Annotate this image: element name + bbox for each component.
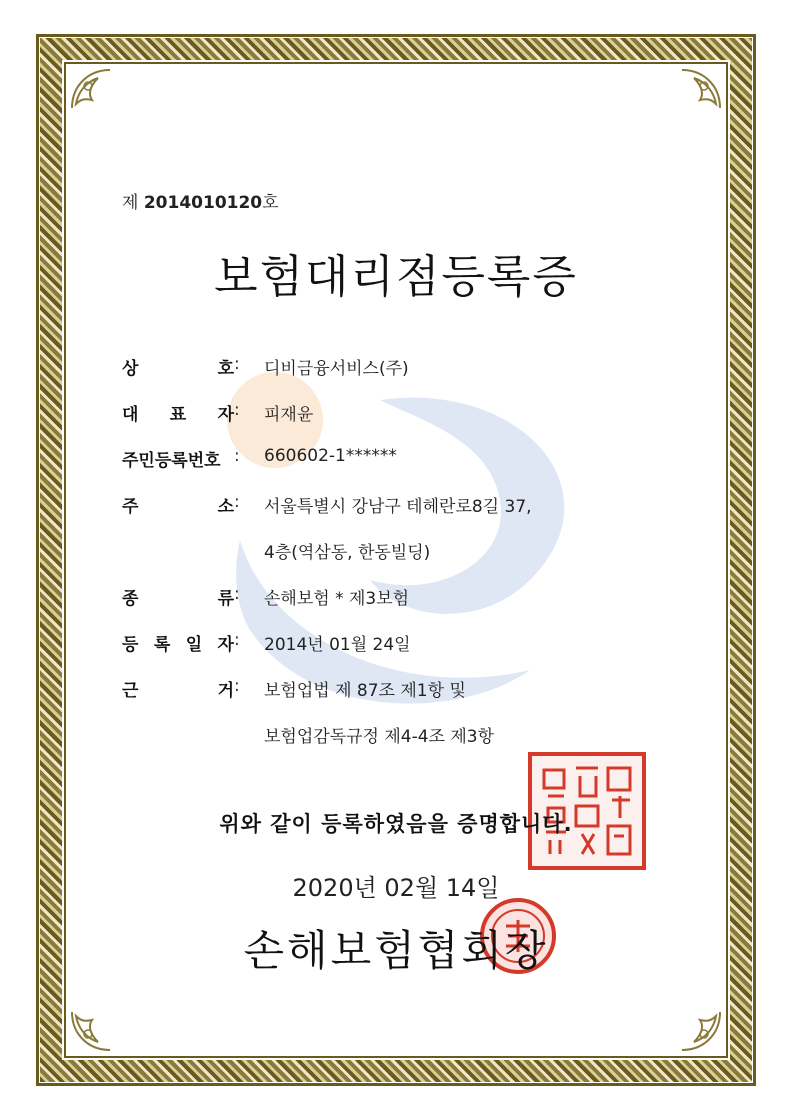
field-label: 근 거: [122, 681, 234, 701]
field-label: 주 소: [122, 497, 234, 517]
address-line1: 서울특별시 강남구 테헤란로8길 37,: [264, 497, 532, 517]
issue-date: 2020년 02월 14일: [292, 874, 500, 902]
corner-flourish-icon: [68, 66, 114, 112]
certificate-page: 제 2014010120호 보험대리점등록증 상 호 : 디비금융서비스(주) 대 표 자 : 피재윤 주민등록번호 : 660602-1****** 주 소 : 서울특별시 강남구 테헤란로8길 37, 4층(역삼동, 한동빌딩) 종 류 : 손해보험 * 제3보험 등 록 일 자 : 2014년 01월 24일 근 거 : 보험업법 제 87조 제1항 및 보험업감독규정 제4-4조 제3항 위와 같이 등록하였음을 증명합니다. 2020년 02월 14일 손해보험협회장: [0, 0, 792, 1118]
field-label: 등 록 일 자: [122, 635, 234, 655]
field-label: 주민등록번호: [122, 451, 221, 471]
address-line2: 4층(역삼동, 한동빌딩): [264, 543, 431, 563]
certificate-title: 보험대리점등록증: [214, 250, 578, 303]
certificate-number-prefix: 제: [122, 193, 139, 213]
insurance-type: 손해보험 * 제3보험: [264, 589, 410, 609]
field-label: 상 호: [122, 359, 234, 379]
representative-name: 피재윤: [264, 405, 314, 425]
company-name: 디비금융서비스(주): [264, 359, 409, 379]
field-label: 종 류: [122, 589, 234, 609]
legal-basis-line1: 보험업법 제 87조 제1항 및: [264, 681, 466, 701]
registration-date: 2014년 01월 24일: [264, 635, 411, 655]
issuer-title: 손해보험협회장: [243, 926, 549, 975]
legal-basis-line2: 보험업감독규정 제4-4조 제3항: [264, 727, 495, 747]
field-label: 대 표 자: [122, 405, 234, 425]
certificate-number-suffix: 호: [262, 193, 279, 213]
corner-flourish-icon: [678, 1008, 724, 1054]
certificate-number: [122, 188, 279, 213]
corner-flourish-icon: [68, 1008, 114, 1054]
resident-number: 660602-1******: [264, 446, 397, 466]
certification-statement: 위와 같이 등록하였음을 증명합니다.: [219, 812, 573, 836]
corner-flourish-icon: [678, 66, 724, 112]
certificate-number-value: 2014010120: [143, 193, 263, 213]
